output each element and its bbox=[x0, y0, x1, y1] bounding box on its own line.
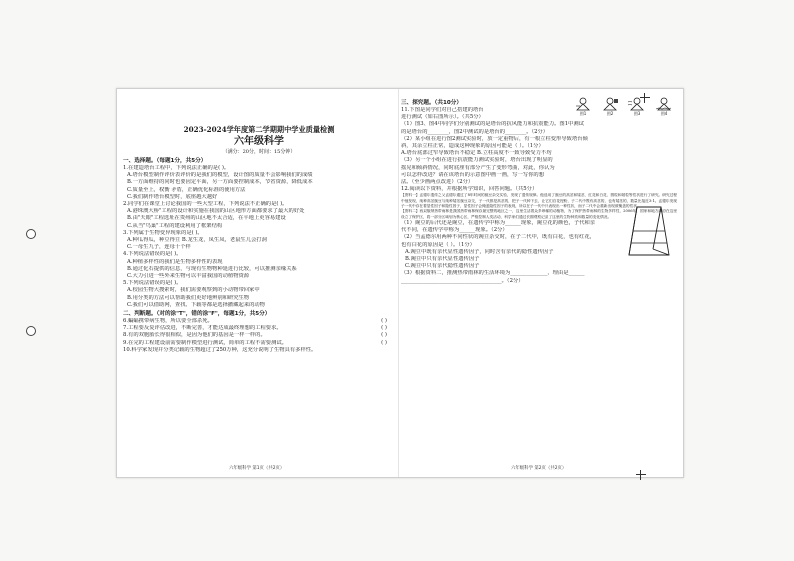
exam-title: 2023-2024学年度第二学期期中学业质量检测 bbox=[183, 125, 335, 134]
question-line bbox=[123, 251, 395, 258]
question-text: A.港珠澳大桥"工程的设计和实施在我国的山区地形方面都要求了最大的好处 bbox=[127, 208, 305, 215]
question-text: A.塔台底部过窄导致塔台不稳定 B.立柱高度不一致导致受力不均 bbox=[401, 150, 552, 157]
question-line bbox=[401, 186, 677, 193]
question-text: C.一母生九子，连母十个样 bbox=[127, 244, 191, 251]
question-line bbox=[123, 230, 395, 237]
question-line bbox=[401, 107, 677, 114]
right-page bbox=[401, 97, 677, 285]
question-line bbox=[401, 242, 677, 249]
section-heading bbox=[123, 157, 395, 165]
left-page bbox=[123, 97, 395, 354]
question-line bbox=[401, 234, 677, 241]
question-line bbox=[123, 273, 395, 280]
question-line bbox=[123, 208, 395, 215]
figure-label: 图4 bbox=[660, 111, 668, 116]
question-line bbox=[123, 259, 395, 266]
question-text: （2）某小组在进行图2测试实验时，放一定重物后，有一根立柱变形导致塔台倾 bbox=[401, 135, 588, 142]
question-text: （1）豌豆的后代还是豌豆，在遗传学中称为______现象，豌豆花的颜色，子代和亲 bbox=[401, 219, 596, 226]
question-text: 3.下列属于生物变异现象的是( )。 bbox=[123, 229, 203, 236]
question-text: （2）当孟德尔用两种不同性状的豌豆杂交时，在子二代中，既有白花，也有红花， bbox=[401, 234, 596, 241]
question-line bbox=[123, 165, 395, 172]
question-line bbox=[401, 256, 677, 263]
question-line bbox=[401, 278, 677, 285]
answer-bracket[interactable]: ( ) bbox=[381, 339, 387, 346]
question-line bbox=[401, 263, 677, 270]
question-line bbox=[123, 287, 395, 294]
question-text: 7.工程要反复评估改进，不断完善，才能达成最终理想的工程要求。 bbox=[123, 325, 282, 332]
question-line bbox=[123, 223, 395, 230]
question-line bbox=[123, 318, 395, 325]
question-text: 2.同学们在课堂上讨论我国的一些大型工程，下列说法不正确的是( )。 bbox=[123, 201, 288, 208]
question-text: B.用分类的方法可以帮助我们更好地辨别和研究生物 bbox=[127, 294, 250, 301]
question-line bbox=[401, 150, 677, 157]
question-text: 1.在建造塔台工程中，下列说法正确的是( )。 bbox=[123, 165, 230, 171]
left-question-list bbox=[123, 157, 395, 354]
binding-hole bbox=[26, 229, 36, 239]
question-text: （3）根据资料二，推测热带雨林的生活环境为______________，理由是______ bbox=[401, 270, 585, 277]
question-line bbox=[123, 302, 395, 309]
question-text: B.豌豆中只有亲代显性遗传因子 bbox=[405, 255, 480, 262]
question-text: A.校园生物大搜索时，我们需要观察到的小动物带回家中 bbox=[127, 287, 260, 294]
figure-label: 图2 bbox=[606, 111, 614, 116]
binding-hole bbox=[26, 326, 36, 336]
question-line bbox=[401, 172, 627, 179]
question-text: 4.下列说法错误的是( )。 bbox=[123, 251, 182, 258]
question-line bbox=[123, 194, 395, 201]
question-text: 的是塔台的________，图2中测试的是塔台的________。（2分） bbox=[401, 128, 549, 135]
question-line bbox=[401, 129, 677, 136]
section-heading bbox=[401, 99, 677, 107]
question-text: 【资料一】孟德尔遗传之父孟德尔通过了8年时间的豌豆杂交实验，发现了遗传规律。他选用了豌豆的高茎和矮茎、红花和白花、圆粒和皱粒等性状进行了研究。研究过程中他发现，纯种高茎豌豆与纯种矮茎豌豆杂交，子一代都是高茎的，把子一代种下去，让它们自花授粉，子二代中既有高茎的，也有矮茎的，数量比接近3:1。孟德尔发现子一代中存在着显性因子和隐性因子，显性因子会掩盖隐性因子的表现，所以在子一代中只表现出一种性状，而子二代中会重新出现被掩盖的性状。 bbox=[401, 193, 677, 209]
question-line bbox=[123, 340, 395, 347]
question-text: 进行测试（如右图所示）。（共5分） bbox=[401, 114, 484, 121]
question-text: C.从当"鸟巢"工程的建设利用了框架结构 bbox=[127, 222, 223, 229]
figure-label: 图3 bbox=[633, 111, 641, 116]
question-line bbox=[123, 347, 395, 354]
question-line bbox=[401, 227, 677, 234]
question-text: 一、选择题。（每题1分，共5分） bbox=[123, 158, 207, 164]
question-text: 8.有的双胞胎长得很相似，是因为他们的基因是一样一样的。 bbox=[123, 332, 266, 339]
question-text: 6.蝙蝠携带病生物，所以要全部杀死。 bbox=[123, 318, 213, 325]
question-text: 也有白花的原因是（ ）。（1分） bbox=[401, 241, 475, 248]
question-text: C.我们制作塔台模型时，底座越大越好 bbox=[127, 193, 218, 200]
question-text: 摇晃和倾斜情况，同时底座有部分产生了变形弯曲，对此，你认为 bbox=[401, 164, 555, 171]
question-line bbox=[401, 270, 677, 277]
question-line bbox=[123, 215, 395, 222]
exam-meta: （满分：20分，时间：15分钟） bbox=[222, 149, 296, 155]
answer-bracket[interactable]: ( ) bbox=[381, 332, 387, 339]
reading-passage bbox=[401, 209, 677, 220]
question-line bbox=[123, 179, 395, 186]
question-text: （3）另一个小组在进行抗震能力测试实验时，塔台出现了明显的 bbox=[401, 157, 553, 164]
question-line bbox=[401, 179, 627, 186]
question-line bbox=[123, 237, 395, 244]
question-text: 斜，其余立柱正常，造成这种现象的原因可能是（ ）。（1分） bbox=[401, 143, 544, 150]
question-line bbox=[123, 172, 395, 179]
question-text: C.豌豆中只有亲代隐性遗传因子 bbox=[405, 263, 480, 270]
page-fold-line bbox=[398, 89, 399, 477]
registration-mark-icon bbox=[640, 93, 650, 103]
question-text: 11.下图是同学们对自己搭建的塔台 bbox=[401, 107, 484, 113]
question-line bbox=[123, 266, 395, 273]
question-text: 三、探究题。（共10分） bbox=[401, 100, 462, 106]
question-text: A.豌豆中既有亲代显性遗传因子，同时含有亲代的隐性遗传因子 bbox=[405, 248, 554, 255]
question-text: C.质量至上，权衡 矛盾，正确优化标准的使用方法 bbox=[127, 186, 246, 193]
question-text: A.种瓜得瓜，种豆得豆 B.龙生龙，凤生凤，老鼠生儿会打洞 bbox=[127, 237, 267, 244]
figure-label: 图1 bbox=[579, 111, 587, 116]
question-line bbox=[401, 121, 677, 128]
answer-bracket[interactable]: ( ) bbox=[381, 318, 387, 325]
question-text: ______________________________________。（2分） bbox=[401, 277, 524, 284]
question-text: A.种植多样性的我们是生物多样性的表现 bbox=[127, 258, 223, 265]
question-line bbox=[401, 165, 627, 172]
question-line bbox=[123, 201, 395, 208]
question-text: 二、判断题。（对的涂"T"，错的涂"F"，每题1分，共5分） bbox=[123, 311, 271, 318]
question-text: 法。（至少画两点改进）（2分） bbox=[401, 179, 474, 186]
question-text: 9.在完的工程建设前需要制作模型进行测试，简单的工程不需要测试。 bbox=[123, 339, 287, 346]
question-text: 【资料二】西双版纳热带雨林是我国热带雨林保存最完整的地区之一，这里生活着众多珍稀的动植物，为了保护热带雨林的生物多样性，2006年，国家和地方政府在这里设立了保护区，将一部分区域划为核心区，严格控制人类活动，科学家们通过长期观察记录了这里的生物种类和数量的变化情况。 bbox=[401, 209, 677, 219]
question-line bbox=[123, 244, 395, 251]
exam-sheet bbox=[116, 88, 684, 478]
question-text: 代不同，在遗传学中称为______现象。（2分） bbox=[401, 227, 508, 234]
question-line bbox=[123, 280, 395, 287]
right-question-list bbox=[401, 99, 677, 285]
question-text: B.一方面维持的同时也要因定平面，另一方面要控制成本，节省资源，降低成本 bbox=[127, 179, 313, 186]
question-text: 5.下列说法错误的是( )。 bbox=[123, 280, 182, 287]
question-line bbox=[401, 136, 677, 143]
question-line bbox=[401, 114, 677, 121]
question-text: 12.阅读以下资料，并根据所学知识，回答问题。（共5分） bbox=[401, 186, 538, 193]
question-text: （1）图3、图4中同学们分别测试的是塔台的抗风能力和抗震能力。图1中测试 bbox=[401, 121, 584, 128]
question-line bbox=[123, 295, 395, 302]
question-line bbox=[123, 187, 395, 194]
question-text: A.塔台模型制作评价表评价的是我们的模型，设计图的质量不会影响我们的成绩 bbox=[127, 172, 313, 179]
question-line bbox=[401, 157, 627, 164]
question-line bbox=[123, 325, 395, 332]
question-text: 可以怎样改进？请在该塔台的示意图中画一画，写一写你的想 bbox=[401, 171, 545, 178]
reading-passage bbox=[401, 193, 677, 209]
answer-bracket[interactable]: ( ) bbox=[381, 325, 387, 332]
section-heading bbox=[123, 310, 395, 318]
question-text: C.大力引进一些外来生物可以丰富我国的动植物资源 bbox=[127, 273, 250, 280]
question-text: C.我们可以借助网，查找、下载等都是选择撤藏起来的动物 bbox=[127, 301, 265, 308]
question-text: 10.科学家发现并分类记载的生物超过了250万种，这充分说明了生物具有多样性。 bbox=[123, 346, 317, 353]
left-page-footer: 六年级科学 第1页（共2页） bbox=[229, 466, 285, 471]
right-page-footer: 六年级科学 第2页（共2页） bbox=[511, 466, 567, 471]
question-line bbox=[123, 332, 395, 339]
registration-mark-icon bbox=[636, 470, 646, 480]
question-text: B.由"天眼"工程选址在贵州的山区地不太合适，在平地上更容易建设 bbox=[127, 215, 286, 222]
question-line bbox=[401, 220, 677, 227]
question-line bbox=[401, 143, 677, 150]
question-text: B.通过化石提供的信息，与现有生物物种延进行比较，可以推测亲缘关系 bbox=[127, 265, 297, 272]
question-line bbox=[401, 249, 677, 256]
exam-subject: 六年级科学 bbox=[234, 136, 284, 147]
